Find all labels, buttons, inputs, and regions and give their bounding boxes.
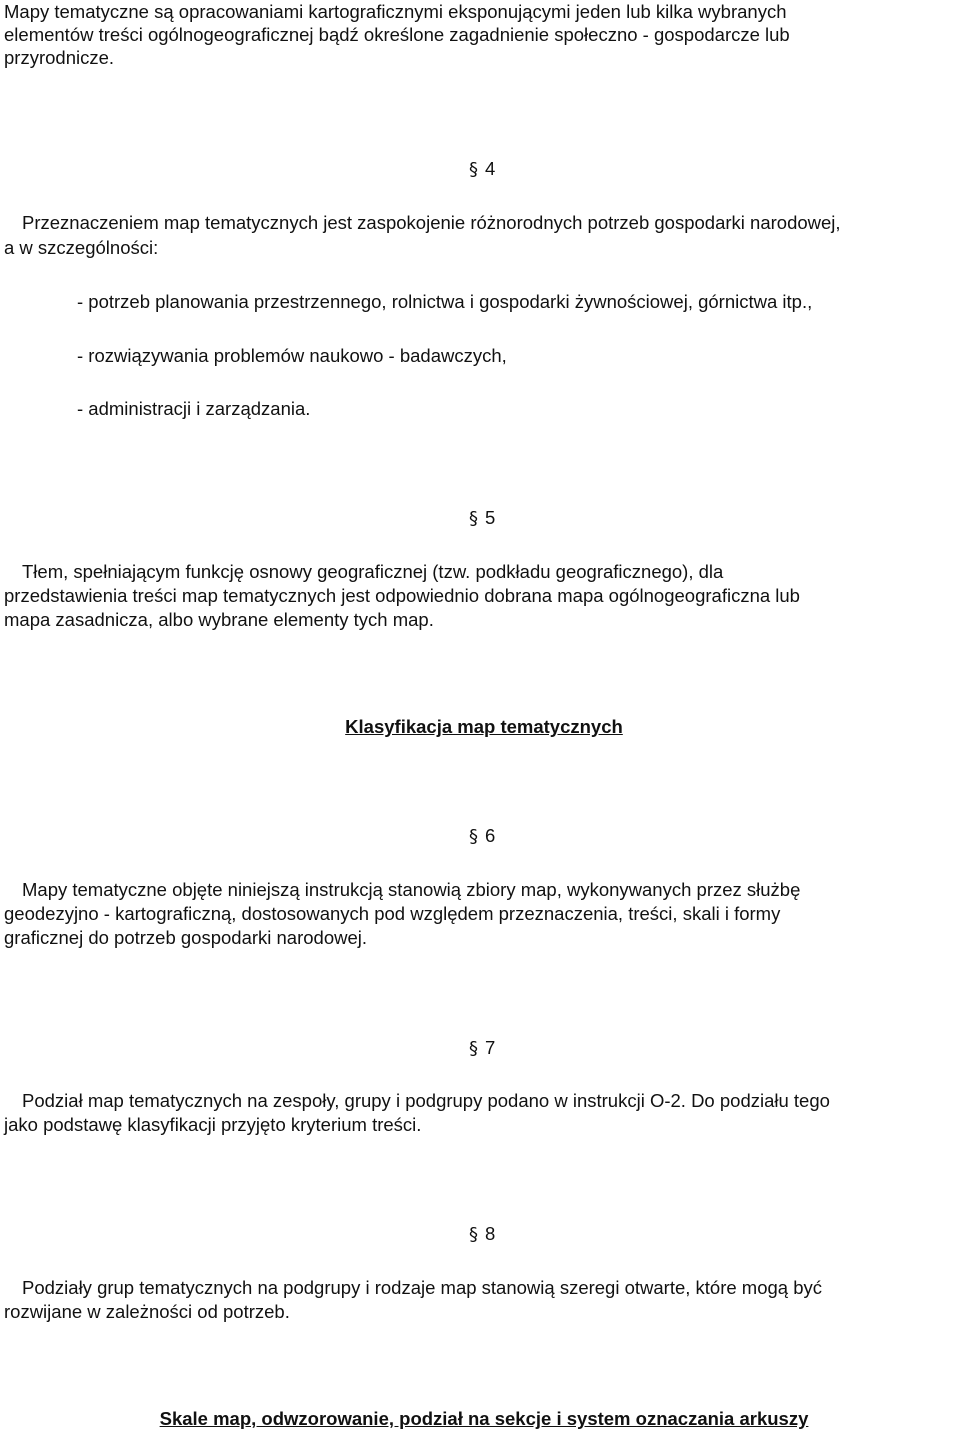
heading-scales: Skale map, odwzorowanie, podział na sekcje i system oznaczania arkuszy	[159, 1408, 809, 1429]
intro-line-3: przyrodnicze.	[4, 47, 115, 68]
intro-line-1: Mapy tematyczne są opracowaniami kartograficznymi eksponującymi jeden lub kilka wybranych	[4, 1, 787, 22]
section-7-heading	[469, 1037, 495, 1060]
section-8-line-1: Podziały grup tematycznych na podgrupy i rodzaje map stanowią szeregi otwarte, które mogą być	[22, 1277, 823, 1298]
section-4-list-item-2: - rozwiązywania problemów naukowo - badawczych,	[77, 345, 507, 366]
section-4-list-item-1: - potrzeb planowania przestrzennego, rolnictwa i gospodarki żywnościowej, górnictwa itp.,	[77, 291, 813, 312]
section-6-line-1: Mapy tematyczne objęte niniejszą instrukcją stanowią zbiory map, wykonywanych przez służbę	[22, 879, 801, 900]
intro-line-2: elementów treści ogólnogeograficznej bądź określone zagadnienie społeczno - gospodarcze lub	[4, 24, 790, 45]
section-7-line-1: Podział map tematycznych na zespoły, grupy i podgrupy podano w instrukcji O-2. Do podziału tego	[22, 1090, 830, 1111]
section-number: 4	[485, 158, 496, 179]
section-6-heading	[469, 825, 495, 848]
section-symbol: §	[469, 1224, 478, 1245]
section-5-line-1: Tłem, spełniającym funkcję osnowy geograficznej (tzw. podkładu geograficznego), dla	[22, 561, 724, 582]
section-5-line-3: mapa zasadnicza, albo wybrane elementy tych map.	[4, 609, 434, 630]
section-number: 5	[485, 507, 496, 528]
section-number: 8	[485, 1223, 496, 1244]
section-symbol: §	[469, 508, 478, 529]
section-number: 6	[485, 825, 496, 846]
section-number: 7	[485, 1037, 496, 1058]
heading-classification: Klasyfikacja map tematycznych	[345, 716, 623, 737]
section-symbol: §	[469, 159, 478, 180]
section-8-heading	[469, 1223, 495, 1246]
section-5-heading	[469, 507, 495, 530]
section-6-line-3: graficznej do potrzeb gospodarki narodowej.	[4, 927, 368, 948]
section-4-heading	[469, 158, 495, 181]
section-6-line-2: geodezyjno - kartograficzną, dostosowanych pod względem przeznaczenia, treści, skali i formy	[4, 903, 781, 924]
section-symbol: §	[469, 1038, 478, 1059]
section-5-line-2: przedstawienia treści map tematycznych jest odpowiednio dobrana mapa ogólnogeograficzna lub	[4, 585, 800, 606]
section-8-line-2: rozwijane w zależności od potrzeb.	[4, 1301, 290, 1322]
section-4-list-item-3: - administracji i zarządzania.	[77, 398, 311, 419]
section-symbol: §	[469, 826, 478, 847]
section-7-line-2: jako podstawę klasyfikacji przyjęto kryterium treści.	[4, 1114, 422, 1135]
section-4-line-1: Przeznaczeniem map tematycznych jest zaspokojenie różnorodnych potrzeb gospodarki narodowej,	[22, 212, 841, 233]
section-4-line-2: a w szczególności:	[4, 237, 159, 258]
